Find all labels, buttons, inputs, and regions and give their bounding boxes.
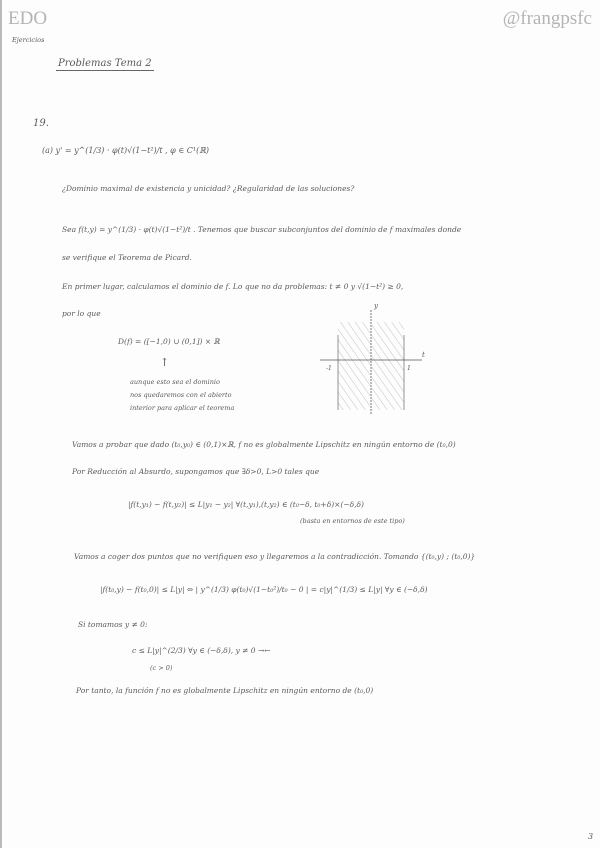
text-line: se verifique el Teorema de Picard. [62, 253, 192, 262]
domain-formula: D(f) = ([−1,0) ∪ (0,1]) × ℝ [118, 337, 220, 346]
y-axis-label: y [374, 302, 378, 310]
corner-note: Ejercicios [12, 36, 45, 44]
page-number: 3 [588, 832, 594, 841]
arrow-up: ↑ [160, 356, 170, 369]
text-line: Sea f(t,y) = y^(1/3) · φ(t)√(1−t²)/t . Tenemos que buscar subconjuntos del dominio de f maximales donde [62, 225, 462, 234]
note-line: aunque esto sea el dominio [130, 378, 220, 386]
text-line: por lo que [62, 309, 101, 318]
lipschitz-condition: |f(t,y₁) − f(t,y₂)| ≤ L|y₁ − y₂| ∀(t,y₁),(t,y₂) ∈ (t₀−δ, t₀+δ)×(−δ,δ) [128, 500, 364, 509]
exercise-statement: (a) y' = y^(1/3) · φ(t)√(1−t²)/t , φ ∈ C¹(ℝ) [42, 146, 210, 155]
shaded-left-region [338, 322, 370, 410]
note-line: nos quedaremos con el abierto [130, 391, 232, 399]
page-title: Problemas Tema 2 [58, 58, 152, 69]
watermark-right: @frangpsfc [502, 8, 592, 29]
contradiction-formula: c ≤ L|y|^(2/3) ∀y ∈ (−δ,δ), y ≠ 0 →← [132, 646, 271, 655]
text-line: Si tomamos y ≠ 0: [78, 620, 148, 629]
conclusion-line: Por tanto, la función f no es globalmente Lipschitz en ningún entorno de (t₀,0) [76, 686, 374, 695]
text-line: Por Reducción al Absurdo, supongamos que ∃δ>0, L>0 tales que [72, 467, 320, 476]
domain-graph [310, 300, 430, 420]
note-line: interior para aplicar el teorema [130, 404, 235, 412]
question: ¿Dominio maximal de existencia y unicidad? ¿Regularidad de las soluciones? [62, 184, 355, 193]
t-axis-label: t [422, 351, 425, 359]
text-line: Vamos a probar que dado (t₀,y₀) ∈ (0,1)×ℝ, f no es globalmente Lipschitz en ningún entorno de (t₀,0) [72, 440, 456, 449]
tick-label: 1 [407, 365, 411, 372]
note-line: (c > 0) [150, 664, 173, 672]
text-line: Vamos a coger dos puntos que no verifiquen eso y llegaremos a la contradicción. Tomando {(t₀,y) ; (t₀,0)} [74, 552, 476, 561]
shaded-right-region [372, 322, 404, 410]
exercise-number: 19. [33, 118, 49, 129]
note-line: (basta en entornos de este tipo) [300, 517, 405, 525]
inequality: |f(t₀,y) − f(t₀,0)| ≤ L|y| ⇔ | y^(1/3) φ(t₀)√(1−t₀²)/t₀ − 0 | = c|y|^(1/3) ≤ L|y| ∀y ∈ (−δ,δ) [100, 585, 428, 594]
text-line: En primer lugar, calculamos el dominio de f. Lo que no da problemas: t ≠ 0 y √(1−t²) ≥ 0, [62, 282, 404, 291]
watermark-left: EDO [8, 8, 48, 29]
tick-label: -1 [326, 365, 332, 372]
